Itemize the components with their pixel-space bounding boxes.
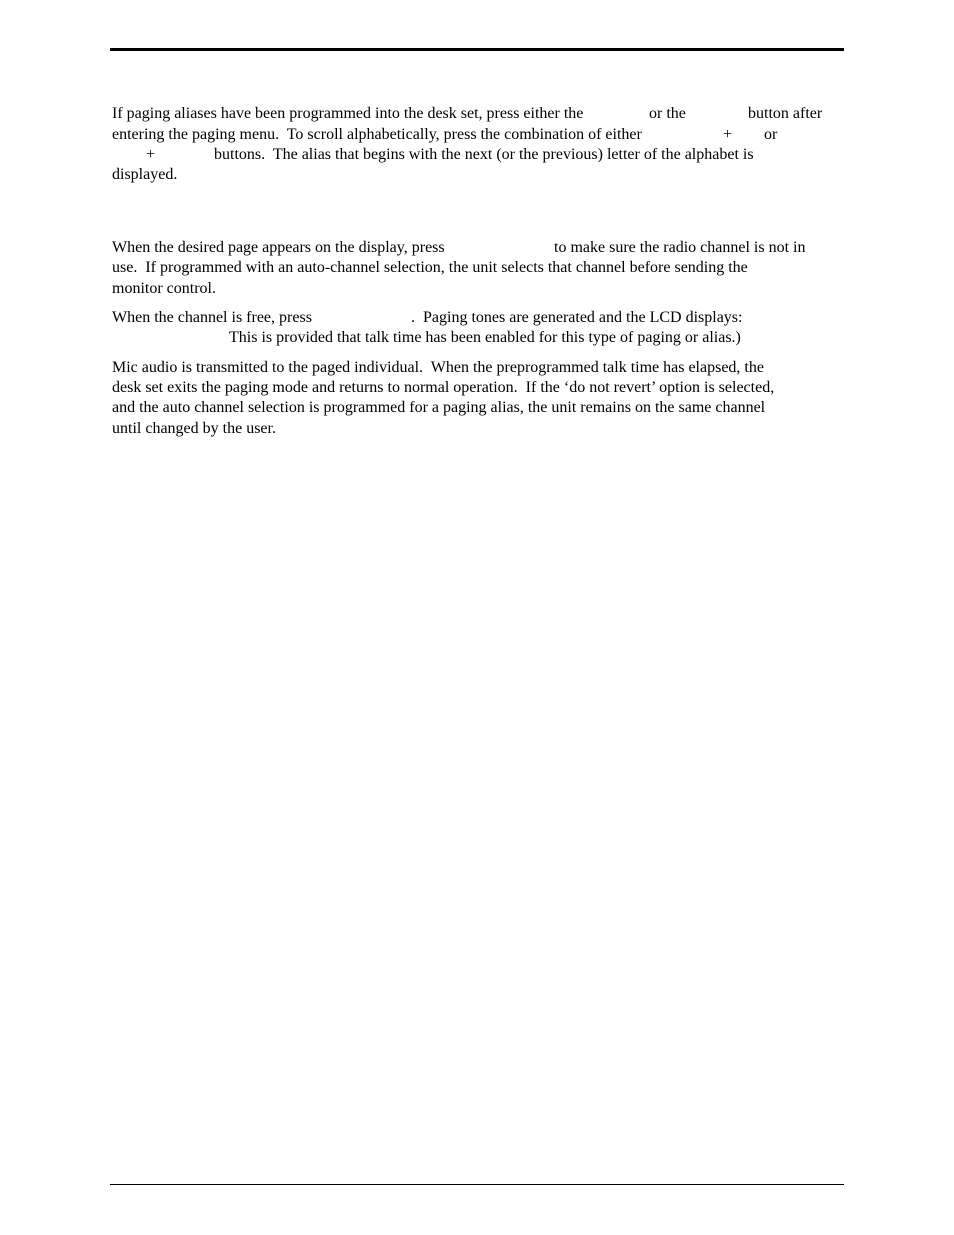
text-line [112, 104, 823, 124]
footer-rule [110, 1184, 844, 1185]
text-segment: Mic audio is transmitted to the paged individual. When the preprogrammed talk time has elapsed, the [112, 359, 764, 376]
text-line [112, 165, 178, 185]
text-segment: When the desired page appears on the display, press [112, 239, 445, 256]
text-line [112, 258, 748, 278]
text-segment: monitor control. [112, 280, 216, 297]
text-segment: + [723, 126, 733, 143]
text-segment: use. If programmed with an auto-channel selection, the unit selects that channel before sending the [112, 259, 748, 276]
text-segment: button after [748, 105, 823, 122]
text-segment: This is provided that talk time has been enabled for this type of paging or alias.) [229, 329, 741, 346]
text-segment: and the auto channel selection is programmed for a paging alias, the unit remains on the same channel [112, 399, 766, 416]
text-line [112, 145, 754, 165]
text-line [112, 308, 743, 328]
text-segment: displayed. [112, 166, 178, 183]
text-segment: or the [649, 105, 686, 122]
text-line [112, 238, 806, 258]
text-line [112, 358, 764, 378]
text-line [112, 328, 741, 348]
text-line [112, 419, 276, 439]
text-line [112, 378, 775, 398]
text-segment: desk set exits the paging mode and returns to normal operation. If the ‘do not revert’ option is selected, [112, 379, 775, 396]
text-segment: buttons. The alias that begins with the next (or the previous) letter of the alphabet is [214, 146, 754, 163]
text-segment: If paging aliases have been programmed into the desk set, press either the [112, 105, 584, 122]
text-segment: When the channel is free, press [112, 309, 312, 326]
text-line [112, 279, 216, 299]
text-segment: to make sure the radio channel is not in [554, 239, 806, 256]
text-segment: entering the paging menu. To scroll alphabetically, press the combination of either [112, 126, 642, 143]
text-line [112, 398, 766, 418]
header-rule [110, 48, 844, 51]
text-segment: or [764, 126, 778, 143]
text-line [112, 125, 778, 145]
text-segment: . Paging tones are generated and the LCD displays: [411, 309, 743, 326]
text-segment: + [146, 146, 156, 163]
text-segment: until changed by the user. [112, 420, 276, 437]
